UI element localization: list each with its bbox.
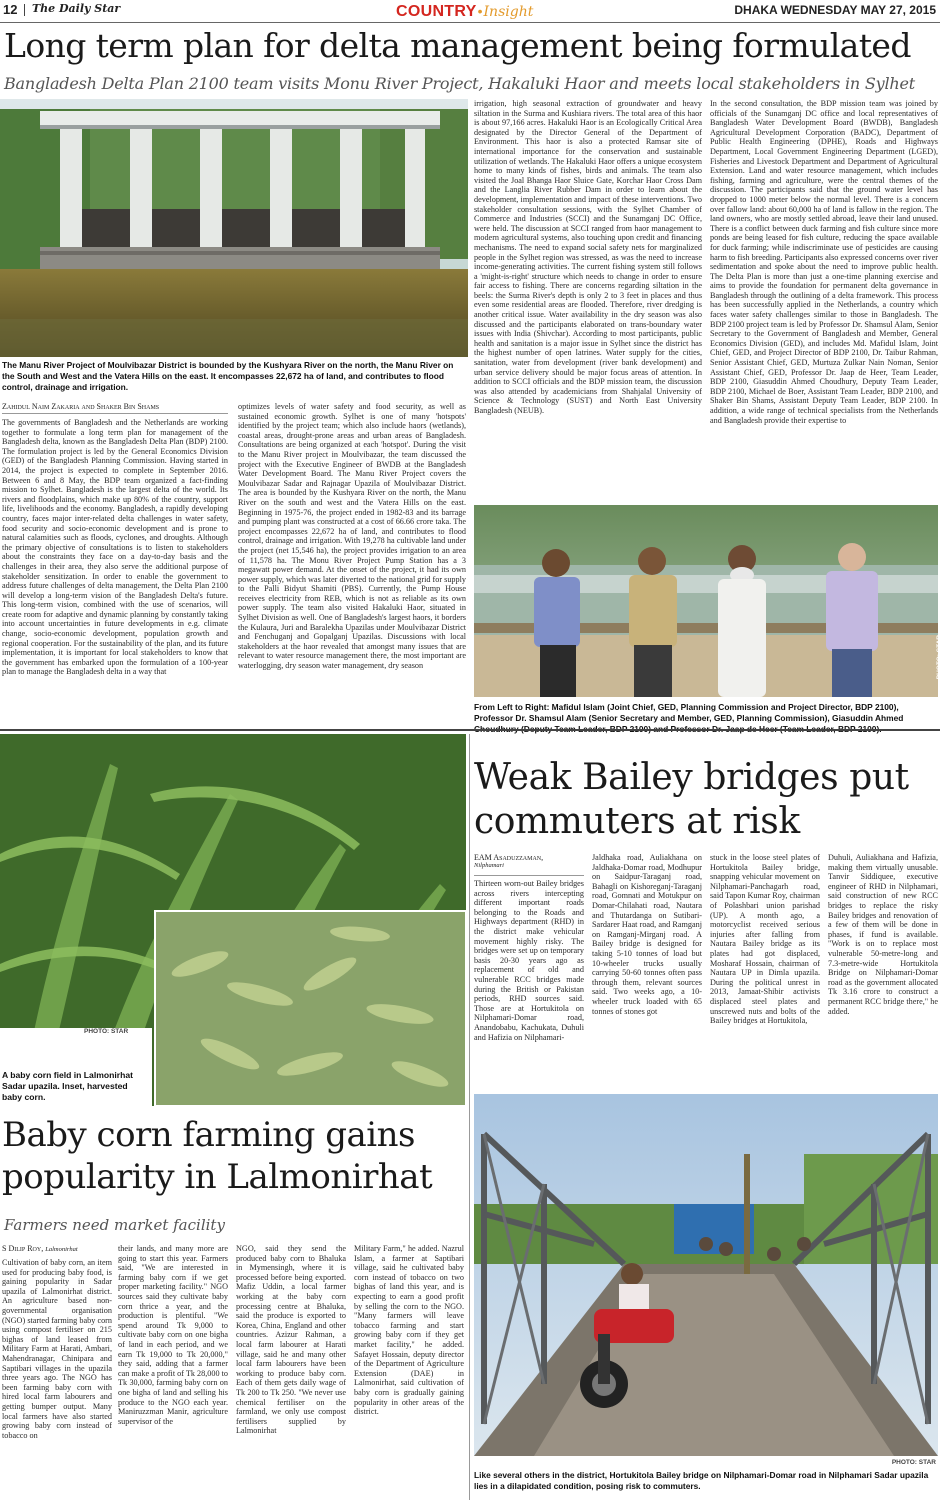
story3-col3: NGO, said they send the produced baby corn to Bhaluka in Mymensingh, where it is processed before being exported. Mafiz Uddin, a local farmer working at the baby corn processing centre at Bhaluka, said the produce is exported to Korea, China, England and other countries. Azizur Rahman, a local farm labourer at Harati village, said he and many other local farm labourers have been working to produce baby corn. Each of them gets daily wage of Tk 200 to Tk 250. "We never use chemical fertiliser on the farmland, we only use compost fertilisers supplied by Lalmonirhat <box>236 1244 346 1436</box>
paper-name: The Daily Star <box>32 2 121 15</box>
bridge-photo-credit: PHOTO: STAR <box>891 1459 936 1466</box>
babycorn-photo <box>0 734 466 1106</box>
story1-byline: Zahidul Naim Zakaria and Shaker Bin Shams <box>2 402 160 411</box>
masthead-rule <box>0 22 940 23</box>
story1-subhead: Bangladesh Delta Plan 2100 team visits Monu River Project, Hakaluki Haor and meets local stakeholders in Sylhet <box>4 74 916 93</box>
story2-col1: Thirteen worn-out Bailey bridges across rivers intercepting different important roads belonging to the Roads and Highways department (RHD) in the district make vehicular movement highly risky. The bridges were set up on temporary basis 20-30 years ago as replacement of old and vulnerable RCC bridges made during the British or Pakistan periods, RHD sources said. Those are at Hortukitola on Nilphamari-Domar road, Anandobabu, Kachukata, Duhuli and Hafizia on Nilphamari- <box>474 879 584 1042</box>
story3-subhead: Farmers need market facility <box>4 1216 225 1234</box>
story2-byline-name: EAM Asaduzzaman, <box>474 853 544 862</box>
story1-col2: optimizes levels of water safety and food security, as well as sustained economic growth. Sylhet is one of many 'hotspots' identified by the project team; which also include haors (wetlands), coastal areas, drought-prone areas and urban areas of Bangladesh. Consultations are being organized at each 'hotspot'. During the visit to the Manu River project in Moulvibazar, the team discussed the project with the Executive Engineer of BWDB at the Bangladesh Water Development Board. The Manu River Project covers the Moulvibazar Sadar and Rajnagar Upazila of Moulvibazar District. The area is bounded by the Kushyara River on the north, the Manu River on the south and west and the Vatera Hills on the east. Beginning in 1975-76, the project ended in 1982-83 and its barrage and pumping plant was constructed at a cost of 66.66 crore taka. The project encompasses 22,672 ha of land, and contributes to flood control, drainage and irrigation. With 19,278 ha cultivable land under the project (net 15,546 ha), the project provides irrigation to an area of 11,578 ha. The Monu River Project Pump Station has a 3 megawatt power demand. At the onset of the project, it had its own power supply, which was later diverted to the national grid for supply to the Palli Bidyut Shamiti (PBS). Currently, the Pump House receives electricity from REB, which is not as reliable as its own power supply. The team also visited Hakaluki Haor, situated in Sylhet Division as well. One of Bangladesh's largest haors, it borders the Kulaura, Juri and Baralekha Upazilas under Moulvibazar District and Fenchuganj and Gopalganj Upazilas. Discussions with local stakeholders at the haor revealed that amongst many issues that are relevant to water resource management there, the most important are waterlogging, dry season water management, dry season <box>238 402 466 671</box>
story3-byline-place: Lalmonirhat <box>45 1246 78 1253</box>
story3-byline-name: S Dilip Roy, <box>2 1244 44 1253</box>
bridge-caption: Like several others in the district, Hortukitola Bailey bridge on Nilphamari-Domar road in Nilphamari Sadar upazila lies in a dilapidated condition, posing risk to commuters. <box>474 1470 929 1491</box>
section-logo <box>396 1 546 21</box>
story1-col4: In the second consultation, the BDP mission team was joined by officials of the Sunamganj DC office and local representatives of Bangladesh Water Development Board (BWDB), Bangladesh Agricultural Development Corporation (BADC), Department of Public Health Engineering (DPHE), Roads and Highways Department, Local Government Engineering Department (LGED), Fisheries and Livestock Department and Department of Agricultural Extension. Land and water resource management, which includes fishing, farming and agriculture, were the central themes of the discussion. The participants said that the ground water level has dropped to 1000 meter below the normal level. There is a concern over fallow land: about 60,000 ha of land is fallow in the region. The land owners, who are mostly settled abroad, leave their land unused. There is a conflict between duck farming and fish culture since more ponds are being leased for fish culture, reducing the space available for duck farming; while indiscriminate use of pesticides are causing harm to fish breeding. Participants also expressed concerns over river sedimentation and spoke about the need to improve public health. The Delta Plan is more than just a one-time planning exercise and aims to provide the foundation for permanent delta governance in Bangladesh through the outlining of a delta framework. This process has been successfully applied in the Netherlands, a country which faces water safety challenges similar to those in Bangladesh. The BDP 2100 project team is led by Professor Dr. Shamsul Alam, Senior Secretary to the Government of Bangladesh and Member, General Economics Division (GED), and includes Md. Mafidul Islam, Joint Chief, GED, and Project Director of BDP 2100, Dr. Taibur Rahman, Senior Assistant Chief, GED, Murtuza Zulkar Nain Noman, Senior Assistant Chief, GED, Professor Dr. Jaap de Heer, Team Leader, BDP 2100, Giasuddin Ahmed Choudhury, Deputy Team Leader, BDP 2100, Michael de Boer, Assistant Team Leader, BDP 2100, and Shaker Bin Shams, Assistant Deputy Team Leader, BDP 2100. In addition, a wide range of technical specialists from the Netherlands and Bangladesh provide their expertise to <box>710 99 938 425</box>
barrage-photo <box>0 99 468 357</box>
story2-headline: Weak Bailey bridges put commuters at risk <box>474 757 909 842</box>
story2-col2: Jaldhaka road, Auliakhana on Jaldhaka-Domar road, Modhupur on Saidpur-Taraganj road, Bahagli on Kishoreganj-Taraganj road, Gomnati and Motukpur on Domar-Chilahati road, Nautara and Thutardanga on Sutibari-Sardarer Haat road, and Ramganj on Ramganj-Mirganj road. A Bailey bridge is designed for taking 5-10 tonnes of load but 10-wheeler trucks usually carrying 50-60 tonnes often pass through them, relevant sources said. Two weeks ago, a 10-wheeler truck loaded with 65 tonnes of stones got <box>592 853 702 1016</box>
column-divider <box>469 734 470 1500</box>
story3-col4: Military Farm," he added. Nazrul Islam, a farmer at Saptibari village, said he cultivated baby corn instead of tobacco on two bighas of land this year, and is expecting to earn a good profit by selling the corn to the NGO. "Many farmers will leave tobacco farming and start growing baby corn if they get market facility," he added. Safayet Hossain, deputy director of the Department of Agriculture Extension (DAE) in Lalmonirhat, said cultivation of baby corn is gradually gaining popularity in other areas of the district. <box>354 1244 464 1417</box>
masthead-divider <box>24 4 25 16</box>
dateline: DHAKA WEDNESDAY MAY 27, 2015 <box>734 3 936 17</box>
story1-byline-rule <box>2 413 228 414</box>
story2-byline <box>474 853 584 869</box>
section-dot-icon: • <box>477 3 483 19</box>
story2-byline-rule <box>474 875 584 876</box>
story2-byline-place: Nilphamari <box>474 862 504 869</box>
page-number: 12 <box>3 2 18 17</box>
bridge-photo <box>474 1094 938 1456</box>
story3-col1: Cultivation of baby corn, an item used for producing baby food, is gaining popularity in Sadar upazila of Lalmonirhat district. An agriculture based non-governmental organisation (NGO) started farming baby corn using compost fertiliser on 215 bighas of land leased from Military Farm at Harati, Ambari, Mahendranagar, Chinipara and Saptibari villages in the upazila three years ago. The NGO has been farming baby corn with hired local farm labourers and getting bumper output. Many local farmers have also started growing baby corn instead of tobacco on <box>2 1258 112 1440</box>
story1-headline: Long term plan for delta management being formulated <box>4 26 911 65</box>
section-divider <box>0 729 940 731</box>
group-photo-credit: PHOTO: STAR <box>936 635 943 680</box>
masthead <box>0 0 940 22</box>
group-caption: From Left to Right: Mafidul Islam (Joint Chief, GED, Planning Commission and Project Director, BDP 2100), Professor Dr. Shamsul Alam (Senior Secretary and Member, GED, Planning Commission), Giasuddin Ahmed <box>474 702 904 723</box>
story2-col4: Duhuli, Auliakhana and Hafizia, making them virtually unusable. Tanvir Siddiquee, executive engineer of RHD in Nilphamari, said construction of new RCC bridges to replace the risky Bailey bridges and renovation of a few of them will be done in phases, if fund is available. "Work is on to replace most vulnerable 50-metre-long and 7.3-metre-wide Hortukitola Bridge on Nilphamari-Domar road as the government allocated Tk 3.16 crore to construct a permanent RCC bridge there," he added. <box>828 853 938 1016</box>
barrage-caption: The Manu River Project of Moulvibazar District is bounded by the Kushyara River on the north, the Manu River on the South and West and the Vatera Hills on the east. It encompasses 22,672 ha of land, and contributes to flood control, drainage and irrigation. <box>2 360 454 392</box>
story2-col3: stuck in the loose steel plates of Hortukitola Bailey bridge, snapping vehicular movement on Nilphamari-Panchagarh road, said Tapon Kumar Roy, chairman of Polashbari union parishad (UP). A month ago, a motorcyclist received serious injuries after falling from Nautara Bailey bridge as its plates had got displaced, Mosharaf Hossain, chairman of Nautara UP in Dimla upazila. During the political unrest in 2013, Jamaat-Shibir activists displaced steel plates and unscrewed nuts and bolts of the Bailey bridges at Hortukitola, <box>710 853 820 1026</box>
section-sub: Insight <box>483 4 534 20</box>
story1-col3: irrigation, high seasonal extraction of groundwater and heavy siltation in the Surma and Kushiara rivers. The total area of this haor is about 97,166 acres. Hakaluki Haor is an Ecologically Critical Area designated by the Director General of the Department of Environment. This haor is also a protected Ramsar site of international importance for the conservation and sustainable utilization of wetlands. The Hakaluki Haor offers a unique ecosystem home to many kinds of fishes, birds and animals. The team also visited the Joal Bhanga Haor Sluice Gate, Korchar Haor Cross Dam and the Langlia River Rubber Dam in order to learn about the development, implementation and impact of these interventions. Two stakeholder consultation sessions, with the Sylhet Chamber of Commerce and Industries (SCCI) and the Sunamganj DC Office, were held. The discussion at SCCI ranged from haor management to modern agricultural systems, also touching upon credit and financing mechanisms. The need to expand social safety nets for marginalized people in the Sylhet region was stressed, as was the need to increase income-generating activities. The current fishing system still follows a 'might-is-right' structure which needs to change in order to ensure fair access to fishing. There are concerns regarding siltation in the beels: the Surma River's depth is only 2 to 3 feet in places and thus even some residential areas are flooded. Therefore, river dredging is another critical issue. Water availability in the dry season was also discussed and the participants elaborated on trans-boundary water issues with India (Shivchar). According to most participants, public health and sanitation is a major issue in Sylhet since the district has the highest number of open latrines. Water supply for the cities, sanitation, water from development (river bank development) and urban service delivery should be major focus areas of attention. In addition to SCCI officials and the BDP mission team, the discussion was also attended by academicians from Shahjalal University of Science & Technology (SUST) and North East University Bangladesh (NEUB). <box>474 99 702 415</box>
story3-col2: their lands, and many more are going to start this year. Farmers said, "We are interested in farming baby corn if we get proper marketing facility." NGO sources said they cultivate baby corn thrice a year, and the production is plentiful. "We spend around Tk 9,000 to cultivate baby corn on one bigha of land in each period, and we earn Tk 19,000 to Tk 20,000," they said, adding that a farmer can make a profit of Tk 28,000 to Tk 30,000, farming baby corn on one bigha of land and selling his produce to the NGO each year. Maniruzzman Manir, agriculture supervisor of the <box>118 1244 228 1426</box>
story3-byline <box>2 1244 78 1253</box>
story3-headline: Baby corn farming gains popularity in Lalmonirhat <box>2 1115 433 1197</box>
group-photo <box>474 505 943 697</box>
babycorn-photo-credit: PHOTO: STAR <box>84 1028 129 1035</box>
section-name: COUNTRY <box>396 3 477 20</box>
story1-col1: The governments of Bangladesh and the Netherlands are working together to formulate a long term plan for management of the Bangladesh delta, known as the Bangladesh Delta Plan (BDP) 2100. The formulation project is led by the General Economics Division (GED) of the Bangladesh Planning Commission. Having started in 2014, the project is expected to complete in September 2016. Between 6 and 8 May, the BDP team organized a fact-finding mission to Sylhet. Bangladesh is the largest delta of the world. Its rivers and floodplains, which make up 80% of the country, support life, livelihoods and the economy. Bangladesh, a rapidly developing country, faces major inter-related delta challenges in water safety, food security and socio-economic development and is prone to natural calamities such as floods, cyclones, and droughts. Although the primary objective of consultations is to listen to stakeholders about the constraints they face on a day-to-day basis and the challenges in their area, they also serve the additional purpose of stakeholder sensitization. In order to enable the government to address future challenges of delta management, the Delta Plan 2100 will develop a long-term vision of the Bangladesh Delta's future. This long-term vision, combined with the use of scenarios, will create room for adaptive and dynamic planning by constantly taking into account uncertainties in future developments in e.g. climate change, socio-economic development, population growth and regional cooperation. For the sustainability of the plan, and its future implementation, it is important for local stakeholders to know that the government has embarked upon the formulation of a 100-year plan to manage the Bangladesh delta in a way that <box>2 418 228 677</box>
babycorn-caption: A baby corn field in Lalmonirhat Sadar upazila. Inset, harvested baby corn. <box>2 1070 133 1102</box>
